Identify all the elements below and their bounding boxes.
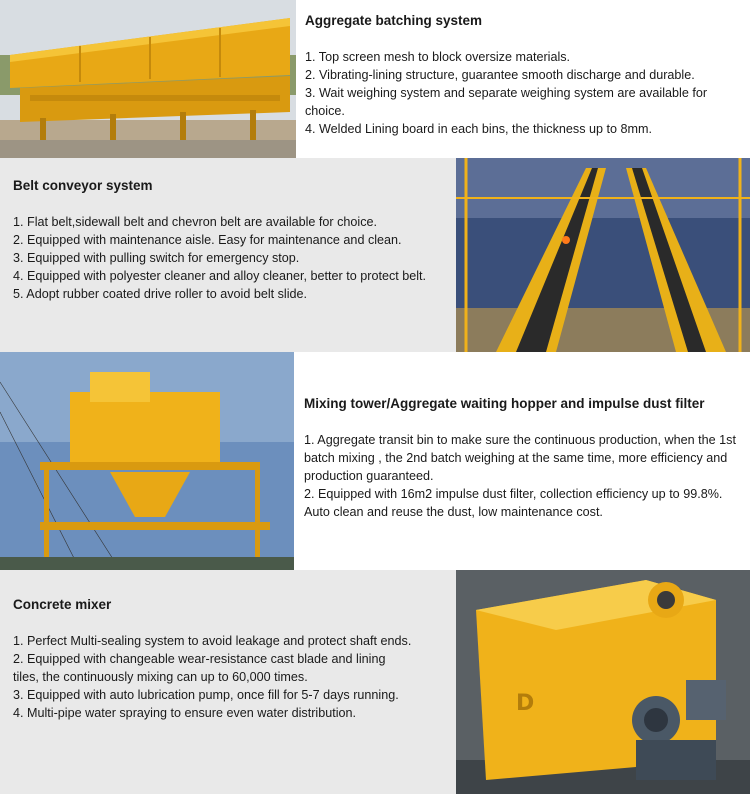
section-title: Belt conveyor system — [13, 178, 153, 193]
list-item: 2. Equipped with 16m2 impulse dust filter, collection efficiency up to 99.8%. Auto clean and reuse the dust, low maintenance cost. — [304, 487, 723, 519]
belt-conveyor-text — [13, 178, 451, 303]
section-mixing-tower — [0, 352, 750, 570]
svg-text:D: D — [516, 691, 535, 716]
feature-list — [13, 213, 451, 303]
feature-list — [304, 431, 744, 521]
list-item: 4. Multi-pipe water spraying to ensure even water distribution. — [13, 706, 357, 720]
list-item: 1. Top screen mesh to block oversize materials. — [305, 50, 571, 64]
list-item: 4. Welded Lining board in each bins, the thickness up to 8mm. — [305, 122, 652, 136]
section-title: Concrete mixer — [13, 597, 112, 612]
section-aggregate-batching — [0, 0, 750, 158]
section-concrete-mixer — [0, 570, 750, 794]
list-item: 1. Flat belt,sidewall belt and chevron belt are available for choice. — [13, 215, 378, 229]
section-belt-conveyor — [0, 158, 750, 352]
list-item: 2. Vibrating-lining structure, guarantee smooth discharge and durable. — [305, 68, 695, 82]
section-title: Mixing tower/Aggregate waiting hopper and impulse dust filter — [304, 396, 705, 411]
feature-list — [305, 48, 745, 138]
mixing-tower-photo — [0, 352, 294, 570]
concrete-mixer-photo — [456, 570, 750, 794]
mixing-tower-text — [304, 396, 744, 521]
list-item: 2. Equipped with maintenance aisle. Easy for maintenance and clean. — [13, 233, 402, 247]
aggregate-batching-text — [305, 13, 745, 138]
feature-list — [13, 632, 413, 722]
list-item: 3. Equipped with pulling switch for emergency stop. — [13, 251, 300, 265]
concrete-mixer-text — [13, 597, 413, 722]
list-item: 1. Aggregate transit bin to make sure the continuous production, when the 1st batch mixing , the 2nd batch weighing at the same time, more efficiency and production guaranteed. — [304, 433, 736, 483]
list-item: 4. Equipped with polyester cleaner and alloy cleaner, better to protect belt. — [13, 269, 427, 283]
list-item: 3. Wait weighing system and separate weighing system are available for choice. — [305, 86, 708, 118]
list-item: 2. Equipped with changeable wear-resistance cast blade and lining tiles, the continuously mixing can up to 60,000 times. — [13, 652, 386, 684]
list-item: 5. Adopt rubber coated drive roller to avoid belt slide. — [13, 287, 308, 301]
list-item: 1. Perfect Multi-sealing system to avoid leakage and protect shaft ends. — [13, 634, 412, 648]
belt-conveyor-photo — [456, 158, 750, 352]
aggregate-batching-photo — [0, 0, 296, 158]
list-item: 3. Equipped with auto lubrication pump, once fill for 5-7 days running. — [13, 688, 399, 702]
section-title: Aggregate batching system — [305, 13, 483, 28]
